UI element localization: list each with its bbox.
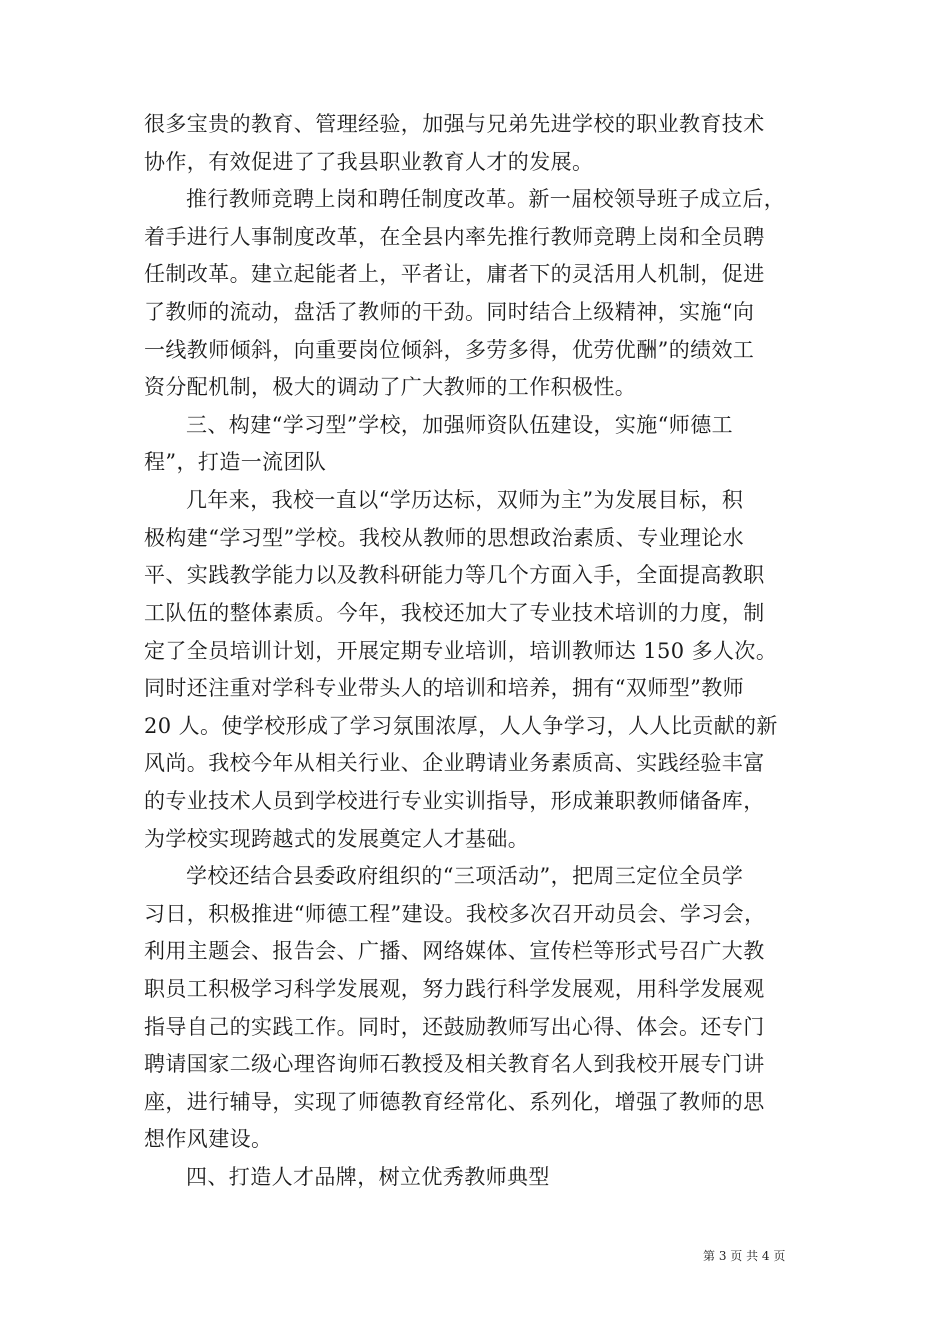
- section-heading-line: 程”，打造一流团队: [144, 450, 327, 474]
- text-line: 极构建“学习型”学校。我校从教师的思想政治素质、专业理论水: [144, 526, 745, 550]
- text-line: 协作，有效促进了了我县职业教育人才的发展。: [144, 150, 594, 174]
- text-line: 指导自己的实践工作。同时，还鼓励教师写出心得、体会。还专门: [144, 1015, 765, 1039]
- text-line: 聘请国家二级心理咨询师石教授及相关教育名人到我校开展专门讲: [144, 1052, 765, 1076]
- text-line: 定了全员培训计划，开展定期专业培训，培训教师达 150 多人次。: [144, 639, 778, 663]
- text-line: 为学校实现跨越式的发展奠定人才基础。: [144, 827, 530, 851]
- text-line: 工队伍的整体素质。今年，我校还加大了专业技术培训的力度，制: [144, 601, 765, 625]
- text-line: 一线教师倾斜，向重要岗位倾斜，多劳多得，优劳优酬”的绩效工: [144, 338, 755, 362]
- text-line: 平、实践教学能力以及教科研能力等几个方面入手，全面提高教职: [144, 563, 765, 587]
- text-line: 着手进行人事制度改革，在全县内率先推行教师竞聘上岗和全员聘: [144, 225, 765, 249]
- text-line: 同时还注重对学科专业带头人的培训和培养，拥有“双师型”教师: [144, 676, 745, 700]
- section-heading-line: 三、构建“学习型”学校，加强师资队伍建设，实施“师德工: [186, 413, 734, 437]
- paragraph-start-line: 推行教师竞聘上岗和聘任制度改革。新一届校领导班子成立后，: [186, 187, 786, 211]
- text-line: 20 人。使学校形成了学习氛围浓厚，人人争学习，人人比贡献的新: [144, 714, 778, 738]
- text-line: 想作风建设。: [144, 1127, 273, 1151]
- text-line: 风尚。我校今年从相关行业、企业聘请业务素质高、实践经验丰富: [144, 751, 765, 775]
- text-line: 任制改革。建立起能者上，平者让，庸者下的灵活用人机制，促进: [144, 262, 765, 286]
- text-line: 很多宝贵的教育、管理经验，加强与兄弟先进学校的职业教育技术: [144, 112, 765, 136]
- text-line: 座，进行辅导，实现了师德教育经常化、系列化，增强了教师的思: [144, 1090, 765, 1114]
- text-line: 习日，积极推进“师德工程”建设。我校多次召开动员会、学习会，: [144, 902, 766, 926]
- text-line: 资分配机制，极大的调动了广大教师的工作积极性。: [144, 375, 637, 399]
- section-heading-line: 四、打造人才品牌，树立优秀教师典型: [186, 1165, 550, 1189]
- page-footer: 第 3 页 共 4 页: [703, 1249, 786, 1263]
- paragraph-start-line: 学校还结合县委政府组织的“三项活动”，把周三定位全员学: [186, 864, 744, 888]
- text-line: 了教师的流动，盘活了教师的干劲。同时结合上级精神，实施“向: [144, 300, 755, 324]
- text-line: 利用主题会、报告会、广播、网络媒体、宣传栏等形式号召广大教: [144, 939, 765, 963]
- text-line: 职员工积极学习科学发展观，努力践行科学发展观，用科学发展观: [144, 977, 765, 1001]
- paragraph-start-line: 几年来，我校一直以“学历达标，双师为主”为发展目标，积: [186, 488, 744, 512]
- text-line: 的专业技术人员到学校进行专业实训指导，形成兼职教师储备库，: [144, 789, 765, 813]
